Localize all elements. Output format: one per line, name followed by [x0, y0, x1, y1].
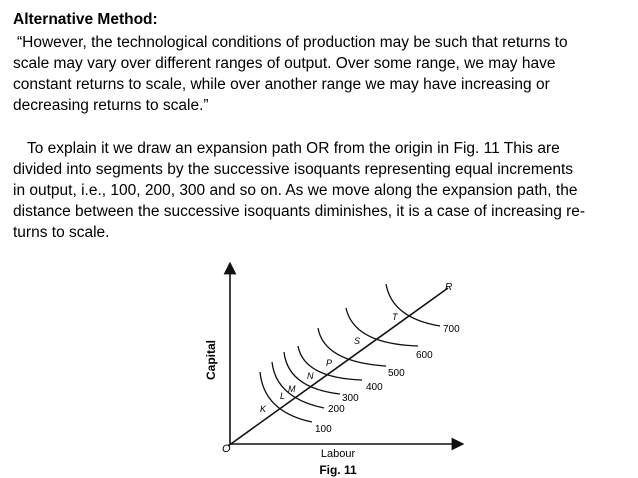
point-label-s: S: [354, 336, 361, 346]
quote-line: decreasing returns to scale.”: [13, 97, 209, 114]
point-label-p: P: [326, 358, 333, 368]
paragraph-line: turns to scale.: [13, 224, 110, 241]
y-axis-label: Capital: [204, 339, 218, 381]
isoquant-value-500: 500: [388, 368, 405, 379]
isoquant-value-400: 400: [366, 382, 383, 393]
quote-block: [13, 32, 631, 116]
point-label-l: L: [280, 391, 286, 401]
quote-line: constant returns to scale, while over another range we may have increasing or: [13, 76, 550, 93]
paragraph-line: To explain it we draw an expansion path OR from the origin in Fig. 11 This are: [27, 140, 560, 157]
origin-label: O: [222, 443, 231, 455]
expansion-path-line: [228, 288, 448, 446]
section-heading: Alternative Method:: [13, 11, 158, 28]
isoquant-value-600: 600: [416, 350, 433, 361]
paragraph-line: in output, i.e., 100, 200, 300 and so on. As we move along the expansion path, the: [13, 182, 578, 199]
isoquant-100-curve: [260, 372, 312, 422]
explanation-paragraph: [13, 138, 631, 243]
isoquant-value-700: 700: [443, 324, 460, 335]
point-label-n: N: [307, 371, 314, 381]
point-label-m: M: [288, 384, 296, 394]
path-end-label: R: [445, 282, 453, 293]
paragraph-line: divided into segments by the successive isoquants representing equal increments: [13, 161, 574, 178]
point-label-t: T: [392, 312, 398, 322]
paragraph-line: distance between the successive isoquants diminishes, it is a case of increasing re-: [13, 203, 586, 220]
isoquant-value-300: 300: [342, 393, 359, 404]
isoquant-value-200: 200: [328, 404, 345, 415]
isoquant-value-100: 100: [315, 424, 332, 435]
quote-line: scale may vary over different ranges of output. Over some range, we may have: [13, 55, 556, 72]
figure-caption: Fig. 11: [319, 463, 357, 477]
quote-line: “However, the technological conditions of production may be such that returns to: [17, 34, 568, 51]
isoquant-200-curve: [272, 362, 324, 408]
isoquant-figure: [190, 262, 500, 478]
isoquant-diagram: [190, 262, 500, 478]
x-axis-label: Labour: [320, 448, 356, 460]
point-label-k: K: [260, 404, 267, 414]
